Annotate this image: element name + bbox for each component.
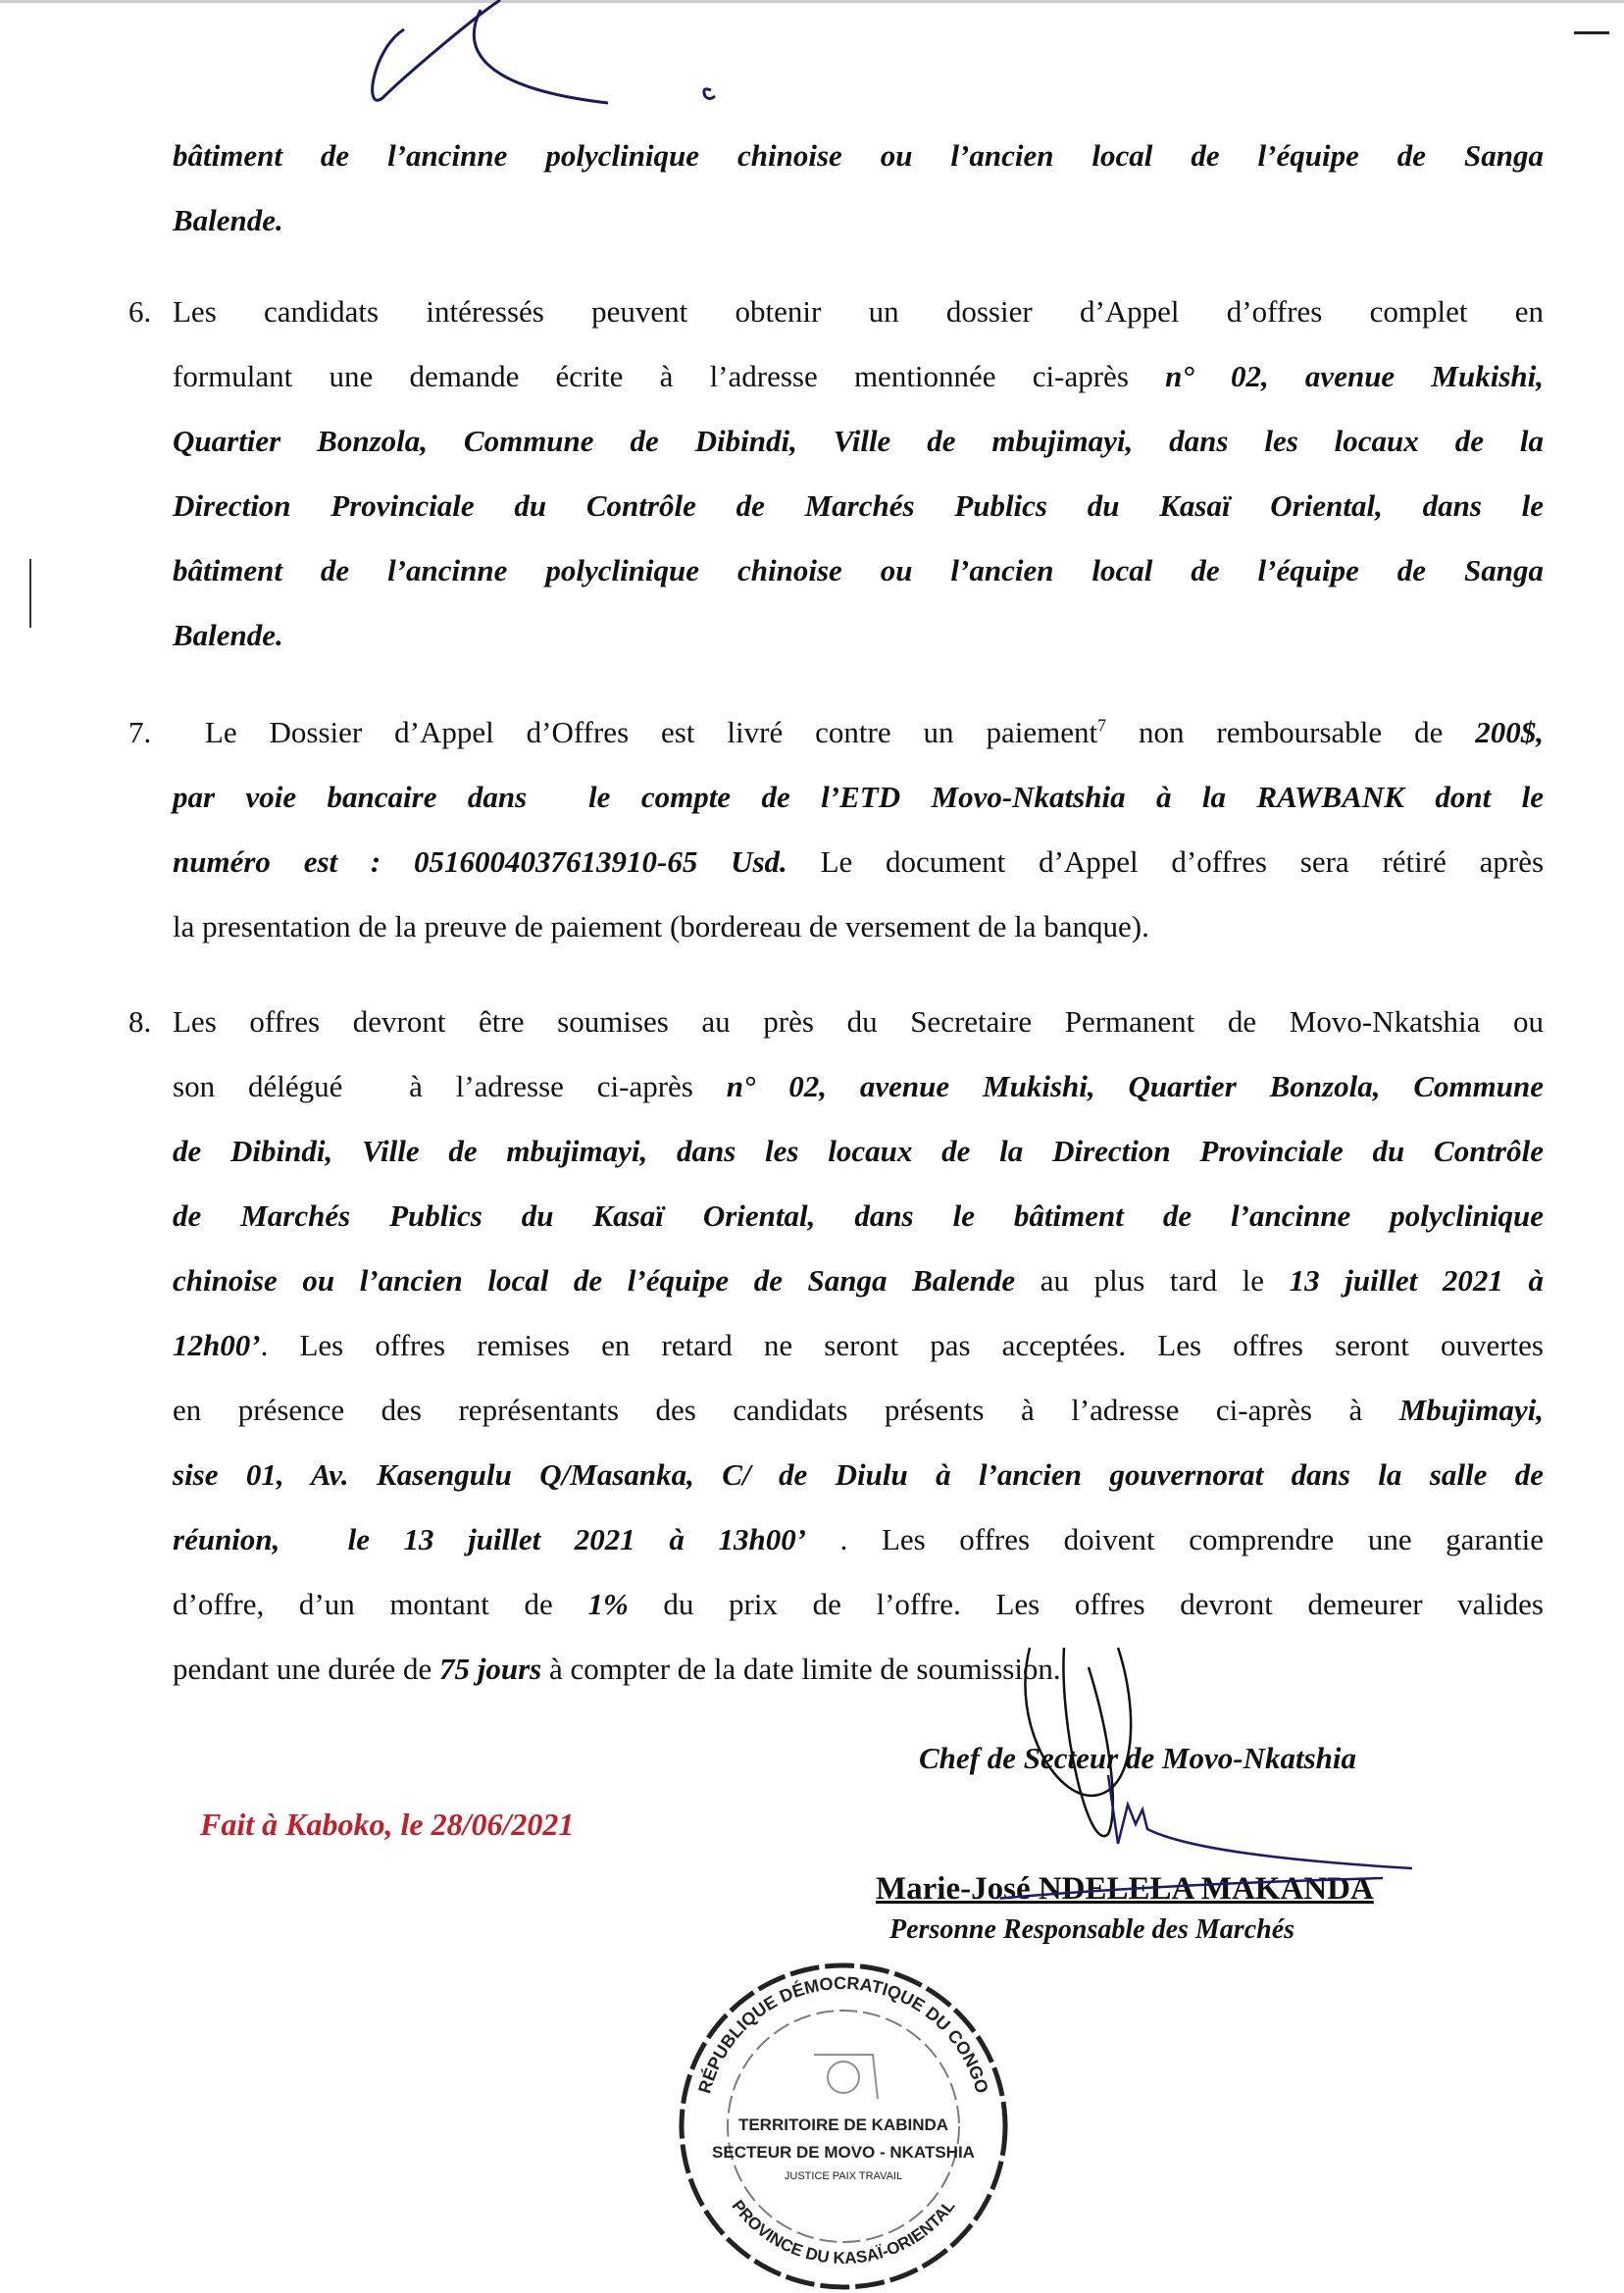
text-line (173, 700, 1544, 765)
body-text: son délégué à l’adresse ci-après (173, 1069, 727, 1103)
svg-text:PROVINCE DU KASAÏ-ORIENTAL (728, 2197, 958, 2268)
emphasis-text: 75 jours (439, 1652, 542, 1686)
emphasis-text: de Marchés Publics du Kasaï Oriental, dans le bâtiment de l’ancinne polyclinique (173, 1198, 1544, 1233)
signatory-role: Personne Responsable des Marchés (889, 1914, 1295, 1945)
emphasis-text: bâtiment de l’ancinne polyclinique chinoise ou l’ancien local de l’équipe de Sanga (173, 553, 1544, 587)
text-line (173, 894, 1544, 959)
stamp-province-text: PROVINCE DU KASAÏ-ORIENTAL (728, 2196, 959, 2268)
paragraph-number: 7. (128, 715, 152, 749)
emphasis-text: 12h00’ (173, 1328, 261, 1362)
body-text: d’offre, d’un montant de (173, 1587, 588, 1621)
body-text: du prix de l’offre. Les offres devront demeurer valides (628, 1587, 1544, 1621)
stamp-inner-text: TERRITOIRE DE KABINDA (737, 2115, 949, 2134)
paragraph-number: 8. (128, 1004, 152, 1039)
emphasis-text: chinoise ou l’ancien local de l’équipe de Sanga Balende (173, 1263, 1016, 1298)
text-line (173, 1378, 1544, 1443)
text-line (173, 603, 1544, 668)
text-line (173, 280, 1544, 344)
text-line (173, 1119, 1544, 1184)
body-text: non remboursable de (1106, 715, 1476, 749)
text-line (173, 474, 1544, 538)
body-text: . Les offres remises en retard ne seront pas acceptées. Les offres seront ouvertes (260, 1328, 1544, 1362)
body-text: Le document d’Appel d’offres sera rétiré après (787, 844, 1545, 879)
scan-mark (29, 559, 31, 628)
body-text: au plus tard le (1015, 1263, 1290, 1298)
body-text: . Les offres doivent comprendre une garantie (806, 1522, 1544, 1556)
text-line (173, 765, 1544, 830)
text-line (173, 1507, 1544, 1572)
numbered-paragraph-8 (128, 990, 1544, 1702)
emphasis-text: Direction Provinciale du Contrôle de Marchés Publics du Kasaï Oriental, dans le (173, 488, 1544, 523)
stamp-motto: JUSTICE PAIX TRAVAIL (784, 2170, 903, 2182)
text-line (173, 1443, 1544, 1507)
scan-mark (1574, 31, 1609, 34)
emphasis-text: Quartier Bonzola, Commune de Dibindi, Ville de mbujimayi, dans les locaux de la (173, 424, 1544, 458)
text-line (173, 124, 1544, 188)
emphasis-text: Balende. (173, 203, 283, 237)
handwritten-initials (353, 0, 745, 118)
emphasis-text: 1% (587, 1587, 629, 1621)
body-text: en présence des représentants des candidats présents à l’adresse ci-après à (173, 1393, 1399, 1427)
text-line (173, 990, 1544, 1054)
emphasis-text: sise 01, Av. Kasengulu Q/Masanka, C/ de Diulu à l’ancien gouvernorat dans la salle de (173, 1457, 1544, 1492)
text-line (173, 538, 1544, 603)
text-line (173, 1184, 1544, 1248)
emphasis-text: n° 02, avenue Mukishi, (1165, 359, 1544, 393)
text-line (173, 344, 1544, 409)
emphasis-text: numéro est : 0516004037613910-65 Usd. (173, 844, 787, 879)
signatory-title: Chef de Secteur de Movo-Nkatshia (919, 1741, 1357, 1775)
emphasis-text: 200$, (1475, 715, 1544, 749)
stamp-bottom-text: SECTEUR DE MOVO - NKATSHIA (712, 2143, 975, 2162)
emphasis-text: 13 juillet 2021 à (1289, 1263, 1544, 1298)
body-text: pendant une durée de (173, 1652, 439, 1686)
text-line (173, 188, 1544, 253)
body-text: Les candidats intéressés peuvent obtenir un dossier d’Appel d’offres complet en (173, 294, 1544, 329)
emphasis-text: Balende. (173, 618, 283, 652)
numbered-paragraph-7 (128, 700, 1545, 959)
text-line (173, 1313, 1544, 1378)
body-text: la presentation de la preuve de paiement (bordereau de versement de la banque). (173, 909, 1149, 943)
emphasis-text: n° 02, avenue Mukishi, Quartier Bonzola, Commune (726, 1069, 1544, 1103)
official-stamp (677, 1962, 1010, 2291)
place-date: Fait à Kaboko, le 28/06/2021 (200, 1807, 575, 1842)
emphasis-text: réunion, le 13 juillet 2021 à 13h00’ (173, 1522, 807, 1556)
emphasis-text: bâtiment de l’ancinne polyclinique chinoise ou l’ancien local de l’équipe de Sanga (173, 138, 1544, 173)
body-text: Le Dossier d’Appel d’Offres est livré contre un paiement (173, 715, 1098, 749)
emphasis-text: de Dibindi, Ville de mbujimayi, dans les locaux de la Direction Provinciale du Contrôle (173, 1134, 1544, 1168)
signatory-name: Marie-José NDELELA MAKANDA (876, 1871, 1374, 1907)
scan-edge (0, 0, 1624, 3)
stamp-outer-text: RÉPUBLIQUE DÉMOCRATIQUE DU CONGO (694, 1972, 992, 2096)
text-line (173, 409, 1544, 474)
body-text: Les offres devront être soumises au près du Secretaire Permanent de Movo-Nkatshia ou (173, 1004, 1544, 1039)
paragraph-number: 6. (128, 294, 152, 329)
continued-paragraph (173, 124, 1544, 253)
emphasis-text: par voie bancaire dans le compte de l’ETD Movo-Nkatshia à la RAWBANK dont le (173, 780, 1544, 814)
text-line (173, 1054, 1544, 1119)
body-text: à compter de la date limite de soumission. (541, 1652, 1061, 1686)
numbered-paragraph-6 (128, 280, 1544, 668)
text-line (173, 830, 1544, 894)
emphasis-text: Mbujimayi, (1398, 1393, 1544, 1427)
text-line (173, 1248, 1544, 1313)
footnote-ref: 7 (1097, 715, 1107, 736)
handwritten-signature (1000, 1608, 1491, 1962)
body-text: formulant une demande écrite à l’adresse mentionnée ci-après (173, 359, 1166, 393)
